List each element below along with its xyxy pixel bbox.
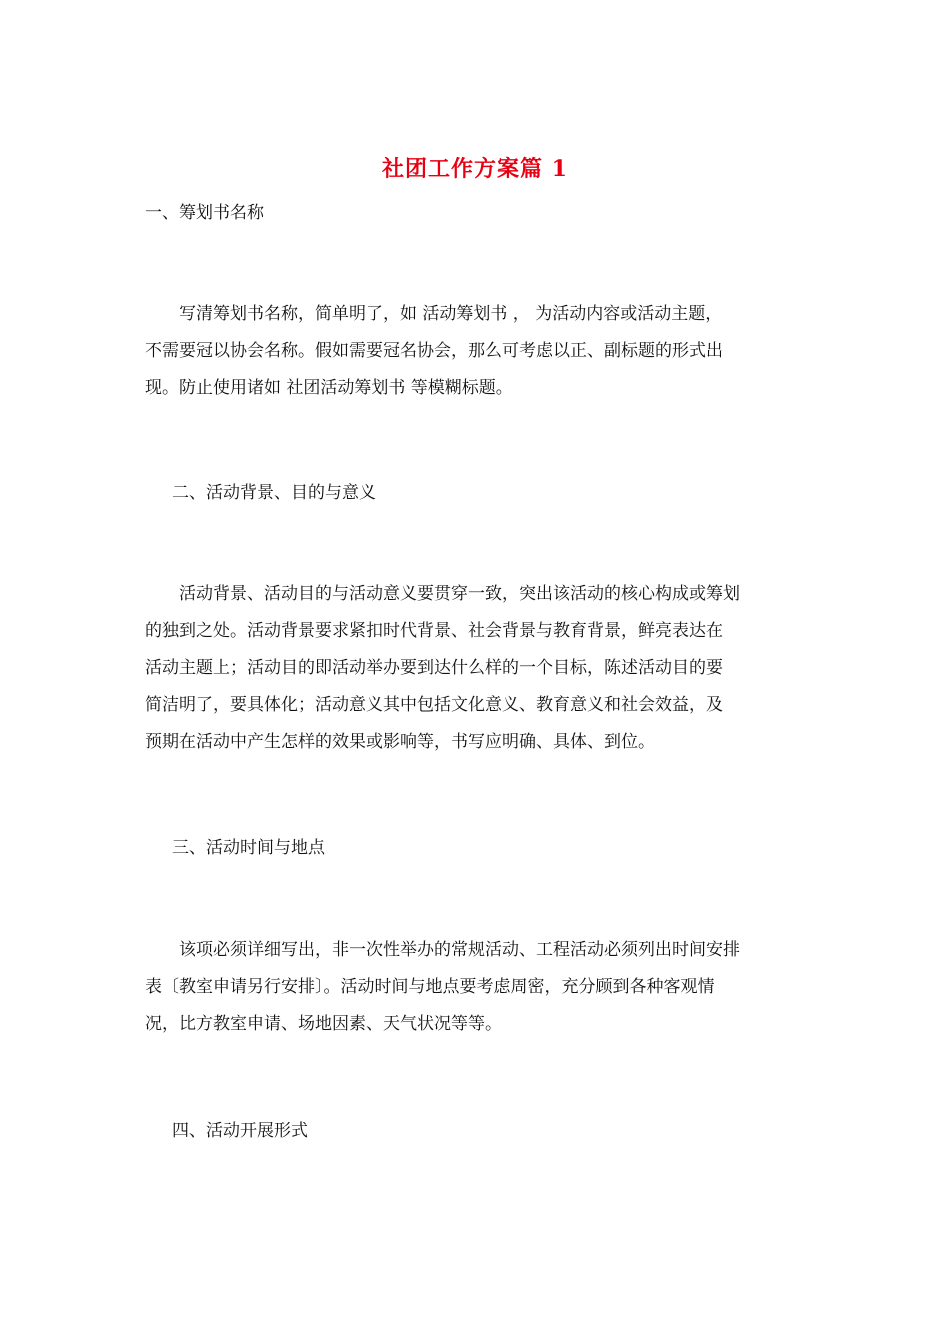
section-paragraph-1 <box>145 296 810 407</box>
paragraph-line: 现。防止使用诸如 社团活动筹划书 等模糊标题。 <box>145 378 513 398</box>
paragraph-line: 活动背景、活动目的与活动意义要贯穿一致，突出该活动的核心构成或筹划 <box>145 584 740 604</box>
document-title: 社团工作方案篇 1 <box>382 156 568 182</box>
section-heading-3: 三、活动时间与地点 <box>172 838 325 858</box>
section-heading-2: 二、活动背景、目的与意义 <box>172 483 376 503</box>
paragraph-line: 写清筹划书名称，简单明了，如 活动筹划书 ， 为活动内容或活动主题， <box>145 304 723 324</box>
paragraph-line: 预期在活动中产生怎样的效果或影响等，书写应明确、具体、到位。 <box>145 732 655 752</box>
paragraph-line: 表〔教室申请另行安排〕。活动时间与地点要考虑周密，充分顾到各种客观情 <box>145 977 715 997</box>
paragraph-line: 不需要冠以协会名称。假如需要冠名协会，那么可考虑以正、副标题的形式出 <box>145 341 723 361</box>
paragraph-line: 简洁明了，要具体化；活动意义其中包括文化意义、教育意义和社会效益，及 <box>145 695 723 715</box>
section-paragraph-2 <box>145 576 810 761</box>
paragraph-line: 况，比方教室申请、场地因素、天气状况等等。 <box>145 1014 502 1034</box>
section-heading-4: 四、活动开展形式 <box>172 1121 308 1141</box>
paragraph-line: 活动主题上；活动目的即活动举办要到达什么样的一个目标，陈述活动目的要 <box>145 658 723 678</box>
section-paragraph-3 <box>145 932 810 1043</box>
paragraph-line: 的独到之处。活动背景要求紧扣时代背景、社会背景与教育背景，鲜亮表达在 <box>145 621 723 641</box>
section-heading-1: 一、筹划书名称 <box>145 203 264 223</box>
paragraph-line: 该项必须详细写出，非一次性举办的常规活动、工程活动必须列出时间安排 <box>145 940 740 960</box>
